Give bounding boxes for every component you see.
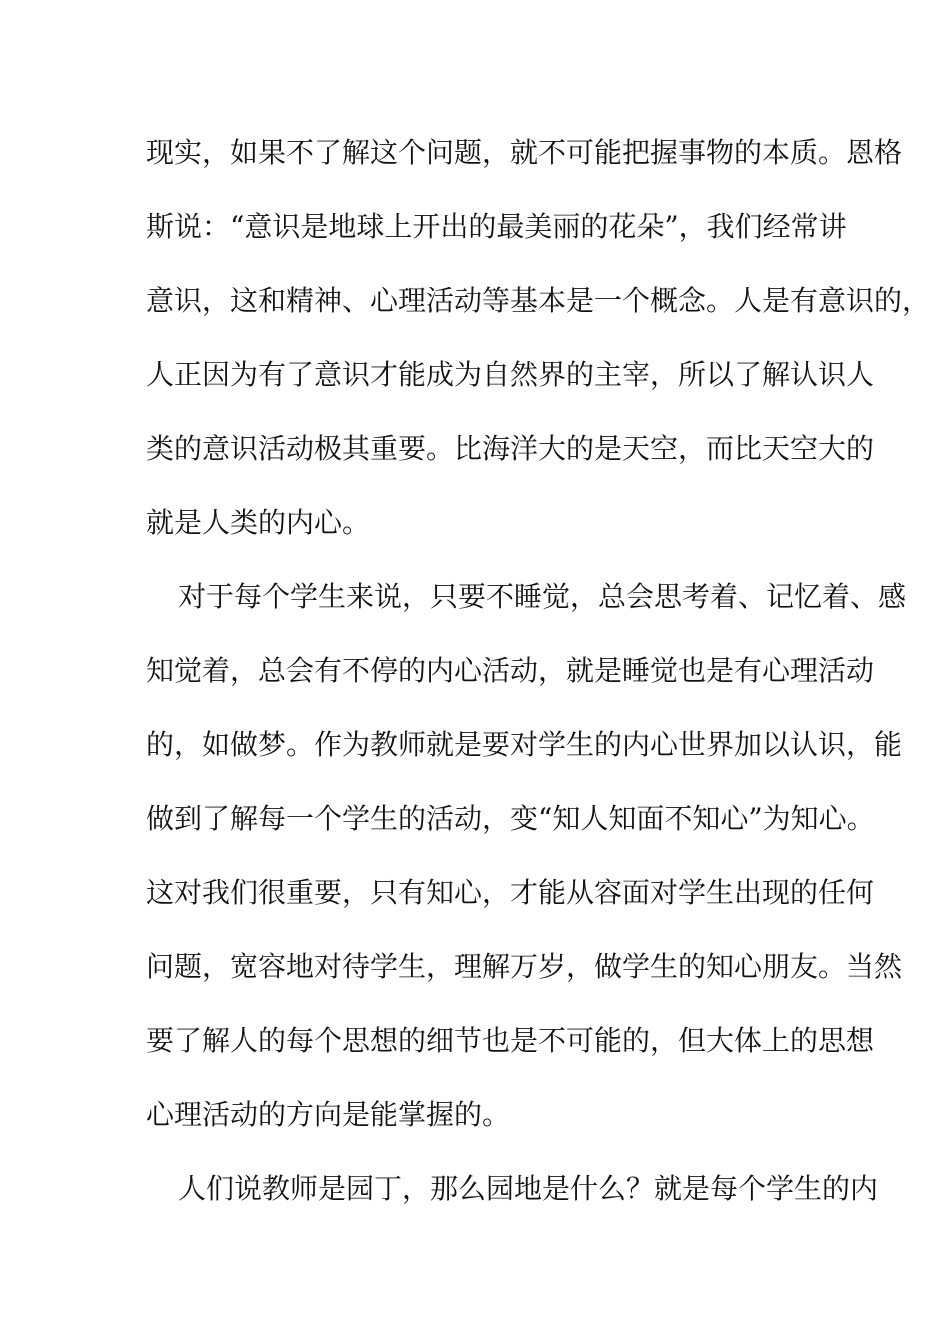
- text-line: 就是人类的内心。: [146, 506, 371, 539]
- text-line: 的，如做梦。作为教师就是要对学生的内心世界加以认识，能: [146, 728, 903, 761]
- text-line: 知觉着，总会有不停的内心活动，就是睡觉也是有心理活动: [146, 654, 875, 687]
- paragraph-start-line: 对于每个学生来说，只要不睡觉，总会思考着、记忆着、感: [178, 580, 907, 613]
- text-line: 现实，如果不了解这个问题，就不可能把握事物的本质。恩格: [146, 136, 903, 169]
- text-line: 意识，这和精神、心理活动等基本是一个概念。人是有意识的，: [146, 284, 931, 317]
- text-line: 类的意识活动极其重要。比海洋大的是天空，而比天空大的: [146, 432, 875, 465]
- paragraph-start-line: 人们说教师是园丁，那么园地是什么？就是每个学生的内: [178, 1172, 879, 1205]
- text-line: 问题，宽容地对待学生，理解万岁，做学生的知心朋友。当然: [146, 950, 903, 983]
- text-line: 这对我们很重要，只有知心，才能从容面对学生出现的任何: [146, 876, 875, 909]
- text-line: 做到了解每一个学生的活动，变“知人知面不知心”为知心。: [146, 802, 875, 835]
- text-line: 人正因为有了意识才能成为自然界的主宰，所以了解认识人: [146, 358, 875, 391]
- document-body: [146, 128, 931, 1238]
- text-line: 心理活动的方向是能掌握的。: [146, 1098, 511, 1131]
- text-line: 要了解人的每个思想的细节也是不可能的，但大体上的思想: [146, 1024, 875, 1057]
- text-line: 斯说：“意识是地球上开出的最美丽的花朵”，我们经常讲: [146, 210, 847, 243]
